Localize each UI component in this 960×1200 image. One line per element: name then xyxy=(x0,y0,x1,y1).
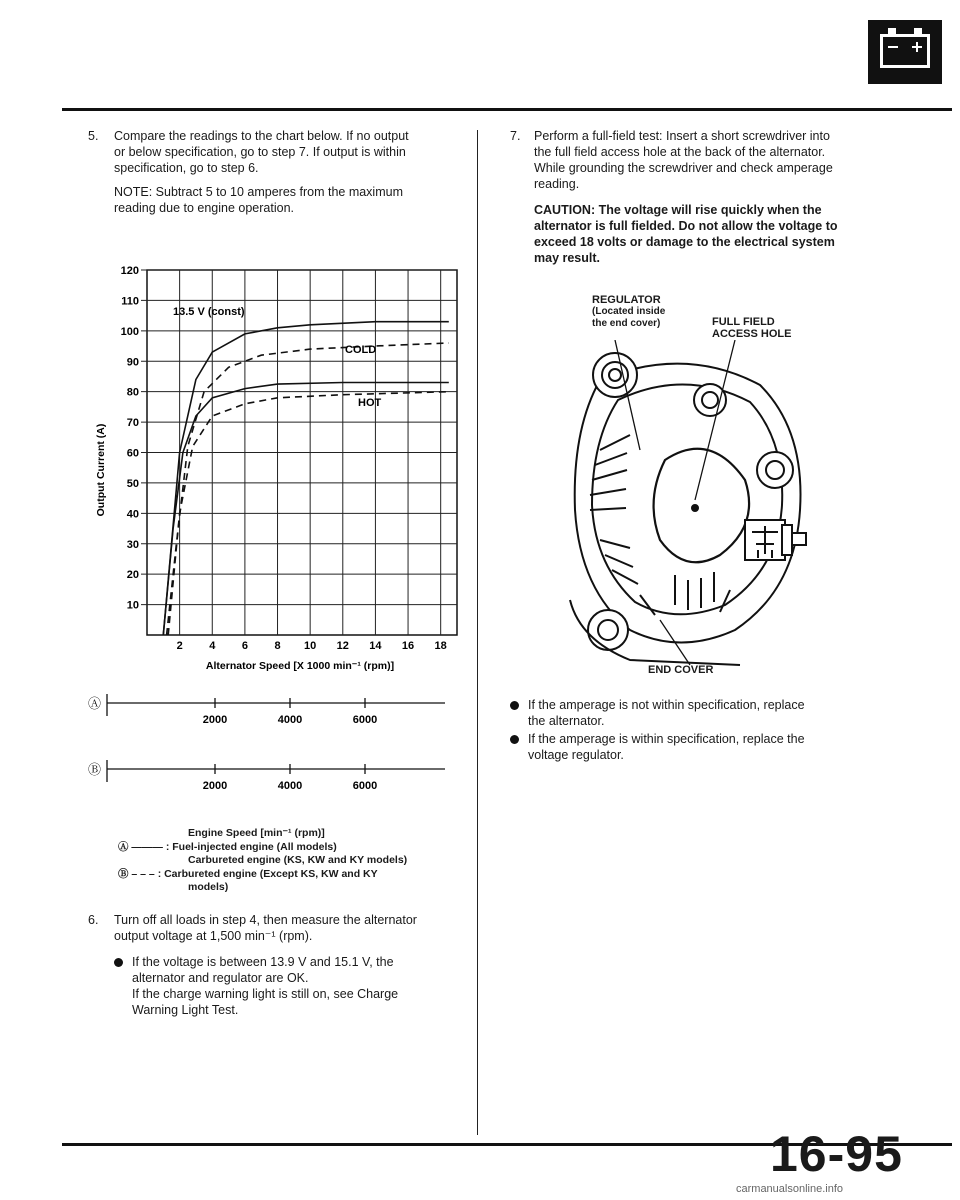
engine-speed-tick-label: 4000 xyxy=(277,714,303,726)
step-7-text: the full field access hole at the back of the alternator. xyxy=(534,145,826,159)
caution-text: CAUTION: The voltage will rise quickly when the xyxy=(534,203,822,217)
bullet-icon xyxy=(114,958,123,967)
column-divider xyxy=(477,130,478,1135)
y-tick-label: 40 xyxy=(126,508,139,521)
bullet-text: If the voltage is between 13.9 V and 15.1 V, the xyxy=(132,955,394,969)
regulator-title: REGULATOR xyxy=(592,294,661,306)
access-hole-label xyxy=(712,316,791,340)
y-tick-label: 120 xyxy=(120,265,139,277)
step-6-bullet xyxy=(114,954,458,1018)
end-cover-title: END COVER xyxy=(648,664,714,676)
series-line-cold-solid xyxy=(163,322,449,635)
step-6-text: output voltage at 1,500 min⁻¹ (rpm). xyxy=(114,929,313,943)
end-cover-label xyxy=(648,664,713,676)
engine-speed-label: Engine Speed [min⁻¹ (rpm)] xyxy=(188,827,325,839)
engine-speed-tick-label: 6000 xyxy=(352,780,378,792)
y-tick-label: 90 xyxy=(126,356,139,369)
y-tick-label: 20 xyxy=(126,569,139,582)
x-tick-label: 6 xyxy=(241,640,248,652)
x-tick-label: 18 xyxy=(434,640,447,652)
regulator-note: (Located inside xyxy=(592,306,666,317)
result-bullets xyxy=(510,697,875,763)
step-5-number: 5. xyxy=(88,129,99,143)
step-7 xyxy=(510,128,875,266)
y-tick-label: 70 xyxy=(126,417,139,430)
x-tick-label: 14 xyxy=(369,640,382,652)
step-5-text: or below specification, go to step 7. If output is within xyxy=(114,145,406,159)
top-rule xyxy=(62,108,952,111)
bullet-text: If the charge warning light is still on, see Charge xyxy=(132,987,399,1001)
step-7-text: Perform a full-field test: Insert a short screwdriver into xyxy=(534,129,830,143)
legend-b: Ⓑ – – – : Carbureted engine (Except KS, KW and KY xyxy=(118,867,378,880)
step-6-text: Turn off all loads in step 4, then measure the alternator xyxy=(114,913,417,927)
y-tick-label: 10 xyxy=(126,599,139,612)
y-tick-label: 60 xyxy=(126,447,139,460)
y-tick-label: 30 xyxy=(126,538,139,551)
note-text: reading due to engine operation. xyxy=(114,201,295,215)
x-tick-label: 16 xyxy=(401,640,415,652)
y-tick-label: 110 xyxy=(121,295,139,308)
y-tick-label: 80 xyxy=(126,386,139,399)
note-text: NOTE: Subtract 5 to 10 amperes from the maximum xyxy=(114,185,403,199)
series-line-hot-solid xyxy=(163,383,449,636)
engine-speed-scale-a xyxy=(80,690,460,730)
step-5-text: specification, go to step 6. xyxy=(114,161,259,175)
regulator-note: the end cover) xyxy=(592,318,661,329)
scale-b-symbol: Ⓑ xyxy=(88,762,102,777)
y-tick-label: 100 xyxy=(120,325,139,338)
watermark: carmanualsonline.info xyxy=(736,1183,844,1195)
bullet-icon xyxy=(510,735,519,744)
series-line-cold-dashed xyxy=(167,343,449,635)
x-tick-label: 10 xyxy=(304,640,317,652)
step-6-number: 6. xyxy=(88,913,99,927)
chart-legend xyxy=(118,827,463,895)
scale-a-symbol: Ⓐ xyxy=(88,696,102,711)
step-5-text: Compare the readings to the chart below. If no output xyxy=(114,129,409,143)
bullet-text: If the amperage is not within specification, replace xyxy=(528,698,805,712)
x-tick-label: 8 xyxy=(274,640,281,652)
step-7-text: While grounding the screwdriver and check amperage xyxy=(534,161,833,175)
legend-a: Ⓐ ——— : Fuel-injected engine (All models) xyxy=(118,840,337,853)
bullet-icon xyxy=(510,701,519,710)
cold-label: COLD xyxy=(345,344,377,356)
engine-speed-tick-label: 4000 xyxy=(277,780,303,792)
chart-annotation: 13.5 V (const) xyxy=(173,306,245,318)
page-number: 16-95 xyxy=(770,1126,903,1182)
alternator-end-cover-illustration xyxy=(560,340,810,670)
y-tick-label: 50 xyxy=(126,477,139,490)
legend-a-cont: Carbureted engine (KS, KW and KY models) xyxy=(188,854,408,866)
step-7-text: reading. xyxy=(534,177,580,191)
engine-speed-tick-label: 2000 xyxy=(202,714,228,726)
caution-text: exceed 18 volts or damage to the electrical system xyxy=(534,235,835,249)
step-5 xyxy=(88,128,458,216)
result-bullet-2 xyxy=(510,731,875,763)
step-7-number: 7. xyxy=(510,129,521,143)
bullet-text: If the amperage is within specification, replace the xyxy=(528,732,805,746)
regulator-label xyxy=(592,294,665,330)
caution-block xyxy=(534,202,875,266)
battery-icon xyxy=(868,20,942,84)
alternator-output-chart xyxy=(60,265,470,685)
bullet-text: voltage regulator. xyxy=(528,748,624,762)
engine-speed-tick-label: 6000 xyxy=(352,714,378,726)
caution-text: may result. xyxy=(534,251,601,265)
access-hole-title: ACCESS HOLE xyxy=(712,328,792,340)
x-axis-label: Alternator Speed [X 1000 min⁻¹ (rpm)] xyxy=(205,660,395,672)
x-tick-label: 4 xyxy=(209,640,216,652)
x-tick-label: 12 xyxy=(336,640,349,652)
hot-label: HOT xyxy=(358,397,382,409)
x-tick-label: 2 xyxy=(176,640,183,652)
engine-speed-tick-label: 2000 xyxy=(202,780,228,792)
bullet-text: Warning Light Test. xyxy=(132,1003,239,1017)
bullet-text: alternator and regulator are OK. xyxy=(132,971,309,985)
step-6 xyxy=(88,912,458,1018)
engine-speed-scale-b xyxy=(80,756,460,796)
bullet-text: the alternator. xyxy=(528,714,605,728)
access-hole-title: FULL FIELD xyxy=(712,316,775,328)
legend-b-cont: models) xyxy=(188,881,229,893)
y-axis-label: Output Current (A) xyxy=(95,423,107,517)
caution-text: alternator is full fielded. Do not allow the voltage to xyxy=(534,219,838,233)
result-bullet-1 xyxy=(510,697,875,729)
